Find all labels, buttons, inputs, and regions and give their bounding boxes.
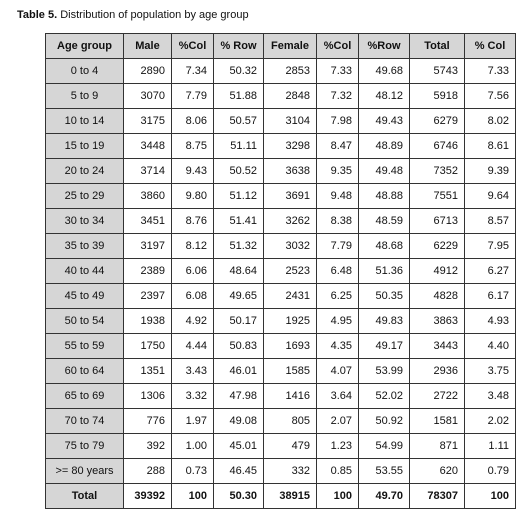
table-cell: 805: [264, 409, 317, 434]
age-group-cell: 50 to 54: [46, 309, 124, 334]
table-cell: 50.30: [214, 484, 264, 509]
age-group-cell: 30 to 34: [46, 209, 124, 234]
column-header: %Col: [317, 34, 359, 59]
table-row: [46, 359, 516, 384]
table-cell: 8.02: [465, 109, 516, 134]
table-cell: 6.48: [317, 259, 359, 284]
table-cell: 2722: [410, 384, 465, 409]
table-cell: 49.48: [359, 159, 410, 184]
table-cell: 9.80: [172, 184, 214, 209]
table-cell: 4.92: [172, 309, 214, 334]
table-cell: 7551: [410, 184, 465, 209]
age-group-cell: 35 to 39: [46, 234, 124, 259]
table-row: [46, 309, 516, 334]
column-header: Age group: [46, 34, 124, 59]
table-cell: 8.12: [172, 234, 214, 259]
table-cell: 48.68: [359, 234, 410, 259]
table-cell: 6.25: [317, 284, 359, 309]
table-row: [46, 459, 516, 484]
table-cell: 1351: [124, 359, 172, 384]
table-cell: 2.07: [317, 409, 359, 434]
table-cell: 392: [124, 434, 172, 459]
table-cell: 7.98: [317, 109, 359, 134]
table-cell: 5918: [410, 84, 465, 109]
table-cell: 49.70: [359, 484, 410, 509]
table-cell: 3451: [124, 209, 172, 234]
table-row: [46, 284, 516, 309]
table-cell: 1.00: [172, 434, 214, 459]
age-group-cell: 65 to 69: [46, 384, 124, 409]
table-cell: 100: [465, 484, 516, 509]
table-cell: 49.43: [359, 109, 410, 134]
age-group-cell: Total: [46, 484, 124, 509]
table-cell: 2.02: [465, 409, 516, 434]
table-row: [46, 134, 516, 159]
table-cell: 2397: [124, 284, 172, 309]
table-cell: 3448: [124, 134, 172, 159]
age-group-cell: 70 to 74: [46, 409, 124, 434]
table-cell: 48.59: [359, 209, 410, 234]
table-cell: 8.76: [172, 209, 214, 234]
table-cell: 51.11: [214, 134, 264, 159]
table-cell: 51.32: [214, 234, 264, 259]
table-cell: 53.55: [359, 459, 410, 484]
table-cell: 7.33: [465, 59, 516, 84]
table-cell: 1.11: [465, 434, 516, 459]
table-caption: [17, 8, 249, 22]
table-cell: 2848: [264, 84, 317, 109]
table-cell: 9.39: [465, 159, 516, 184]
table-cell: 3197: [124, 234, 172, 259]
table-cell: 6.06: [172, 259, 214, 284]
table-cell: 3.32: [172, 384, 214, 409]
age-group-cell: 0 to 4: [46, 59, 124, 84]
table-cell: 7.34: [172, 59, 214, 84]
table-row: [46, 434, 516, 459]
age-group-cell: 20 to 24: [46, 159, 124, 184]
column-header: %Col: [172, 34, 214, 59]
table-cell: 7.56: [465, 84, 516, 109]
table-row: [46, 384, 516, 409]
table-cell: 0.73: [172, 459, 214, 484]
table-cell: 0.79: [465, 459, 516, 484]
table-row: [46, 184, 516, 209]
table-cell: 7.32: [317, 84, 359, 109]
table-cell: 51.41: [214, 209, 264, 234]
table-cell: 288: [124, 459, 172, 484]
table-cell: 39392: [124, 484, 172, 509]
table-cell: 47.98: [214, 384, 264, 409]
table-row: [46, 109, 516, 134]
table-cell: 8.47: [317, 134, 359, 159]
table-cell: 50.35: [359, 284, 410, 309]
table-cell: 2890: [124, 59, 172, 84]
table-cell: 2523: [264, 259, 317, 284]
table-cell: 3.64: [317, 384, 359, 409]
table-cell: 6.08: [172, 284, 214, 309]
table-cell: 6.17: [465, 284, 516, 309]
table-cell: 8.38: [317, 209, 359, 234]
table-cell: 100: [172, 484, 214, 509]
age-group-cell: 5 to 9: [46, 84, 124, 109]
table-cell: 6746: [410, 134, 465, 159]
table-header: [46, 34, 516, 59]
table-cell: 3443: [410, 334, 465, 359]
table-cell: 7.33: [317, 59, 359, 84]
table-cell: 3032: [264, 234, 317, 259]
table-cell: 8.61: [465, 134, 516, 159]
age-group-cell: 55 to 59: [46, 334, 124, 359]
table-cell: 4.93: [465, 309, 516, 334]
table-cell: 1925: [264, 309, 317, 334]
header-row: [46, 34, 516, 59]
table-cell: 54.99: [359, 434, 410, 459]
column-header: Total: [410, 34, 465, 59]
table-cell: 9.64: [465, 184, 516, 209]
table-cell: 3.43: [172, 359, 214, 384]
table-cell: 1306: [124, 384, 172, 409]
table-cell: 9.35: [317, 159, 359, 184]
table-cell: 8.57: [465, 209, 516, 234]
table-cell: 2389: [124, 259, 172, 284]
age-group-cell: 15 to 19: [46, 134, 124, 159]
table-cell: 1938: [124, 309, 172, 334]
table-cell: 332: [264, 459, 317, 484]
age-group-cell: 10 to 14: [46, 109, 124, 134]
table-cell: 1416: [264, 384, 317, 409]
table-cell: 49.83: [359, 309, 410, 334]
table-cell: 46.01: [214, 359, 264, 384]
table-cell: 3262: [264, 209, 317, 234]
table-cell: 51.36: [359, 259, 410, 284]
column-header: Female: [264, 34, 317, 59]
table-caption-label: Table 5.: [17, 9, 58, 21]
table-cell: 8.06: [172, 109, 214, 134]
table-row: [46, 209, 516, 234]
table-cell: 8.75: [172, 134, 214, 159]
table-cell: 0.85: [317, 459, 359, 484]
table-cell: 6229: [410, 234, 465, 259]
total-row: [46, 484, 516, 509]
table-cell: 2936: [410, 359, 465, 384]
table-row: [46, 159, 516, 184]
age-group-cell: 60 to 64: [46, 359, 124, 384]
table-cell: 9.43: [172, 159, 214, 184]
age-group-cell: 40 to 44: [46, 259, 124, 284]
table-cell: 3638: [264, 159, 317, 184]
table-cell: 50.57: [214, 109, 264, 134]
table-cell: 4.95: [317, 309, 359, 334]
table-cell: 4912: [410, 259, 465, 284]
column-header: %Row: [359, 34, 410, 59]
table-cell: 871: [410, 434, 465, 459]
table-cell: 7.79: [172, 84, 214, 109]
table-cell: 53.99: [359, 359, 410, 384]
table-cell: 49.17: [359, 334, 410, 359]
table-cell: 50.32: [214, 59, 264, 84]
table-cell: 3070: [124, 84, 172, 109]
table-cell: 45.01: [214, 434, 264, 459]
table-row: [46, 59, 516, 84]
table-cell: 50.52: [214, 159, 264, 184]
column-header: % Col: [465, 34, 516, 59]
table-cell: 4828: [410, 284, 465, 309]
column-header: % Row: [214, 34, 264, 59]
table-cell: 78307: [410, 484, 465, 509]
population-table: [45, 33, 516, 509]
table-cell: 3.48: [465, 384, 516, 409]
column-header: Male: [124, 34, 172, 59]
table-cell: 3863: [410, 309, 465, 334]
table-cell: 100: [317, 484, 359, 509]
table-cell: 50.17: [214, 309, 264, 334]
table-cell: 3714: [124, 159, 172, 184]
table-cell: 2431: [264, 284, 317, 309]
table-cell: 1.97: [172, 409, 214, 434]
table-cell: 4.07: [317, 359, 359, 384]
table-cell: 620: [410, 459, 465, 484]
table-cell: 776: [124, 409, 172, 434]
table-cell: 1.23: [317, 434, 359, 459]
table-cell: 9.48: [317, 184, 359, 209]
table-cell: 52.02: [359, 384, 410, 409]
table-cell: 7.95: [465, 234, 516, 259]
table-row: [46, 334, 516, 359]
table-cell: 49.08: [214, 409, 264, 434]
table-cell: 6279: [410, 109, 465, 134]
table-cell: 7.79: [317, 234, 359, 259]
table-cell: 51.88: [214, 84, 264, 109]
table-cell: 48.64: [214, 259, 264, 284]
table-cell: 3104: [264, 109, 317, 134]
table-cell: 1750: [124, 334, 172, 359]
table-row: [46, 409, 516, 434]
table-cell: 1581: [410, 409, 465, 434]
table-cell: 3175: [124, 109, 172, 134]
table-cell: 2853: [264, 59, 317, 84]
table-cell: 51.12: [214, 184, 264, 209]
table-caption-text: Distribution of population by age group: [57, 9, 249, 21]
table-cell: 50.83: [214, 334, 264, 359]
table-cell: 3860: [124, 184, 172, 209]
table-cell: 479: [264, 434, 317, 459]
table-cell: 4.40: [465, 334, 516, 359]
age-group-cell: >= 80 years: [46, 459, 124, 484]
table-cell: 6713: [410, 209, 465, 234]
age-group-cell: 45 to 49: [46, 284, 124, 309]
age-group-cell: 25 to 29: [46, 184, 124, 209]
table-cell: 49.65: [214, 284, 264, 309]
table-cell: 1585: [264, 359, 317, 384]
table-cell: 50.92: [359, 409, 410, 434]
table-cell: 49.68: [359, 59, 410, 84]
table-cell: 5743: [410, 59, 465, 84]
table-cell: 3298: [264, 134, 317, 159]
table-cell: 4.35: [317, 334, 359, 359]
table-cell: 48.88: [359, 184, 410, 209]
table-cell: 6.27: [465, 259, 516, 284]
table-cell: 46.45: [214, 459, 264, 484]
table-cell: 1693: [264, 334, 317, 359]
table-cell: 48.12: [359, 84, 410, 109]
table-cell: 7352: [410, 159, 465, 184]
table-cell: 38915: [264, 484, 317, 509]
table-row: [46, 84, 516, 109]
age-group-cell: 75 to 79: [46, 434, 124, 459]
table-cell: 4.44: [172, 334, 214, 359]
table-cell: 3.75: [465, 359, 516, 384]
table-row: [46, 259, 516, 284]
table-row: [46, 234, 516, 259]
table-cell: 3691: [264, 184, 317, 209]
table-body: [46, 59, 516, 509]
table-cell: 48.89: [359, 134, 410, 159]
